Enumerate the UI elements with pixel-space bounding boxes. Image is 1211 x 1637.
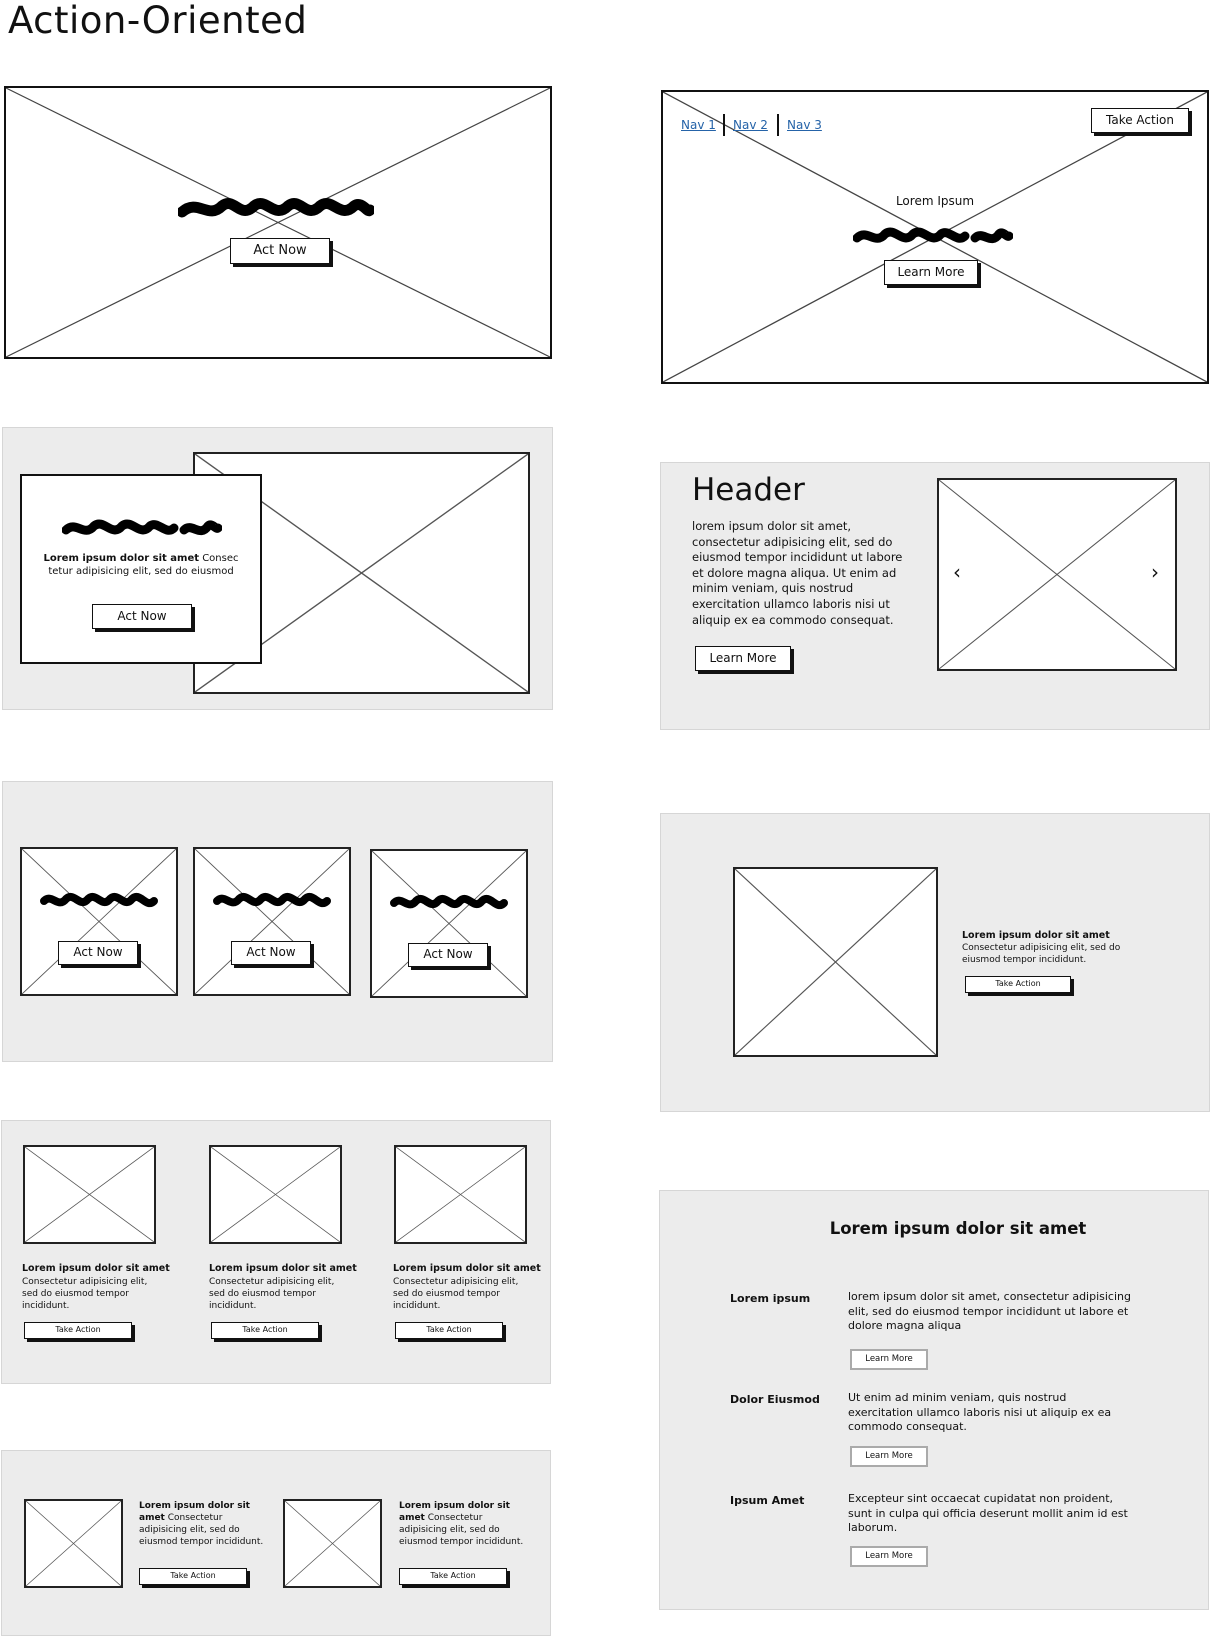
chevron-left-icon[interactable]: ‹ bbox=[953, 560, 961, 584]
row-text-1: lorem ipsum dolor sit amet, consectetur adipisicing elit, sed do eiusmod tempor incididunt ut labore et dolore magna aliqua bbox=[848, 1290, 1131, 1332]
feature-title: Lorem ipsum dolor sit amet bbox=[962, 930, 1110, 941]
act-now-button[interactable]: Act Now bbox=[92, 604, 192, 629]
act-now-button[interactable]: Act Now bbox=[230, 238, 330, 264]
card-image-2 bbox=[283, 1499, 382, 1588]
scribble-headline bbox=[62, 516, 222, 540]
hero-wireframe-2 bbox=[661, 90, 1209, 384]
card-image-3 bbox=[394, 1145, 527, 1244]
image-placeholder-icon bbox=[26, 1501, 121, 1586]
card-text-bold: Lorem ipsum dolor sit amet bbox=[43, 553, 200, 564]
take-action-button[interactable]: Take Action bbox=[965, 976, 1071, 993]
image-placeholder-icon bbox=[6, 88, 550, 357]
card-image-2 bbox=[209, 1145, 342, 1244]
take-action-button[interactable]: Take Action bbox=[139, 1568, 247, 1585]
image-placeholder-icon bbox=[285, 1501, 380, 1586]
card-3 bbox=[370, 849, 528, 998]
take-action-button[interactable]: Take Action bbox=[399, 1568, 507, 1585]
chevron-right-icon[interactable]: › bbox=[1151, 560, 1159, 584]
image-text-panel bbox=[660, 813, 1210, 1112]
learn-more-button[interactable]: Learn More bbox=[850, 1546, 928, 1567]
act-now-button[interactable]: Act Now bbox=[408, 943, 488, 967]
hero-heading: Lorem Ipsum bbox=[895, 194, 975, 208]
card-overlay-panel bbox=[2, 427, 553, 710]
learn-more-button[interactable]: Learn More bbox=[850, 1349, 928, 1370]
hero-wireframe-1 bbox=[4, 86, 552, 359]
nav-divider bbox=[723, 114, 725, 136]
row-label-1: Lorem ipsum bbox=[730, 1292, 811, 1305]
learn-more-button[interactable]: Learn More bbox=[695, 646, 791, 671]
nav-divider bbox=[777, 114, 779, 136]
card-body-1: Consectetur adipisicing elit, sed do eiusmod tempor incididunt. bbox=[139, 1513, 264, 1547]
horizontal-cards-panel bbox=[1, 1450, 551, 1636]
feature-list-panel bbox=[659, 1190, 1209, 1610]
learn-more-button[interactable]: Learn More bbox=[850, 1446, 928, 1467]
row-text-3: Excepteur sint occaecat cupidatat non proident, sunt in culpa qui officia deserunt mollit anim id est laborum. bbox=[848, 1492, 1128, 1534]
card-text-body: Consec tetur adipisicing elit, sed do eiusmod bbox=[48, 553, 239, 577]
card-text-2: Consectetur adipisicing elit, sed do eiusmod tempor incididunt. bbox=[209, 1277, 335, 1311]
card-text-3: Consectetur adipisicing elit, sed do eiusmod tempor incididunt. bbox=[393, 1277, 519, 1311]
section-body: lorem ipsum dolor sit amet, consectetur adipisicing elit, sed do eiusmod tempor incididunt ut labore et dolore magna aliqua. Ut enim ad minim veniam, quis nostrud exercitation ullamco laboris nisi ut aliquip ex ea commodo consequat. bbox=[692, 519, 903, 627]
card-title-1: Lorem ipsum dolor sit amet bbox=[139, 1501, 250, 1523]
row-text-2: Ut enim ad minim veniam, quis nostrud exercitation ullamco laboris nisi ut aliquip ex ea commodo consequat. bbox=[848, 1391, 1112, 1433]
card-image-1 bbox=[24, 1499, 123, 1588]
nav-link-2[interactable]: Nav 2 bbox=[733, 118, 768, 132]
list-title: Lorem ipsum dolor sit amet bbox=[829, 1219, 1087, 1238]
header-carousel-panel bbox=[660, 462, 1210, 730]
card-2 bbox=[193, 847, 351, 996]
image-placeholder-icon bbox=[211, 1147, 340, 1242]
take-action-button[interactable]: Take Action bbox=[1091, 108, 1189, 133]
image-placeholder-icon bbox=[25, 1147, 154, 1242]
take-action-button[interactable]: Take Action bbox=[24, 1322, 132, 1339]
feature-text: Consectetur adipisicing elit, sed do eiusmod tempor incididunt. bbox=[962, 943, 1121, 965]
nav-link-3[interactable]: Nav 3 bbox=[787, 118, 822, 132]
card-title-3: Lorem ipsum dolor sit amet bbox=[393, 1263, 541, 1274]
scribble-headline bbox=[853, 224, 1013, 248]
three-card-panel bbox=[2, 781, 553, 1062]
overlay-card bbox=[20, 474, 262, 664]
card-1 bbox=[20, 847, 178, 996]
row-label-2: Dolor Eiusmod bbox=[730, 1393, 820, 1406]
card-text-1 bbox=[139, 1500, 264, 1548]
image-placeholder-icon bbox=[396, 1147, 525, 1242]
card-text-2 bbox=[399, 1500, 524, 1548]
take-action-button[interactable]: Take Action bbox=[211, 1322, 319, 1339]
act-now-button[interactable]: Act Now bbox=[58, 941, 138, 965]
nav-link-1[interactable]: Nav 1 bbox=[681, 118, 716, 132]
card-text bbox=[32, 552, 250, 578]
card-text-1: Consectetur adipisicing elit, sed do eiusmod tempor incididunt. bbox=[22, 1277, 148, 1311]
carousel-image bbox=[937, 478, 1177, 671]
card-title-2: Lorem ipsum dolor sit amet bbox=[399, 1501, 510, 1523]
image-placeholder-icon bbox=[939, 480, 1175, 669]
card-title-2: Lorem ipsum dolor sit amet bbox=[209, 1263, 357, 1274]
image-placeholder-icon bbox=[735, 869, 936, 1055]
act-now-button[interactable]: Act Now bbox=[231, 941, 311, 965]
card-body-2: Consectetur adipisicing elit, sed do eiusmod tempor incididunt. bbox=[399, 1513, 524, 1547]
card-title-1: Lorem ipsum dolor sit amet bbox=[22, 1263, 170, 1274]
learn-more-button[interactable]: Learn More bbox=[884, 260, 978, 285]
page-title: Action-Oriented bbox=[8, 0, 308, 42]
image-placeholder bbox=[733, 867, 938, 1057]
section-header: Header bbox=[692, 472, 805, 508]
card-image-1 bbox=[23, 1145, 156, 1244]
take-action-button[interactable]: Take Action bbox=[395, 1322, 503, 1339]
feature-cards-panel bbox=[1, 1120, 551, 1384]
scribble-headline bbox=[178, 194, 374, 222]
row-label-3: Ipsum Amet bbox=[730, 1494, 805, 1507]
